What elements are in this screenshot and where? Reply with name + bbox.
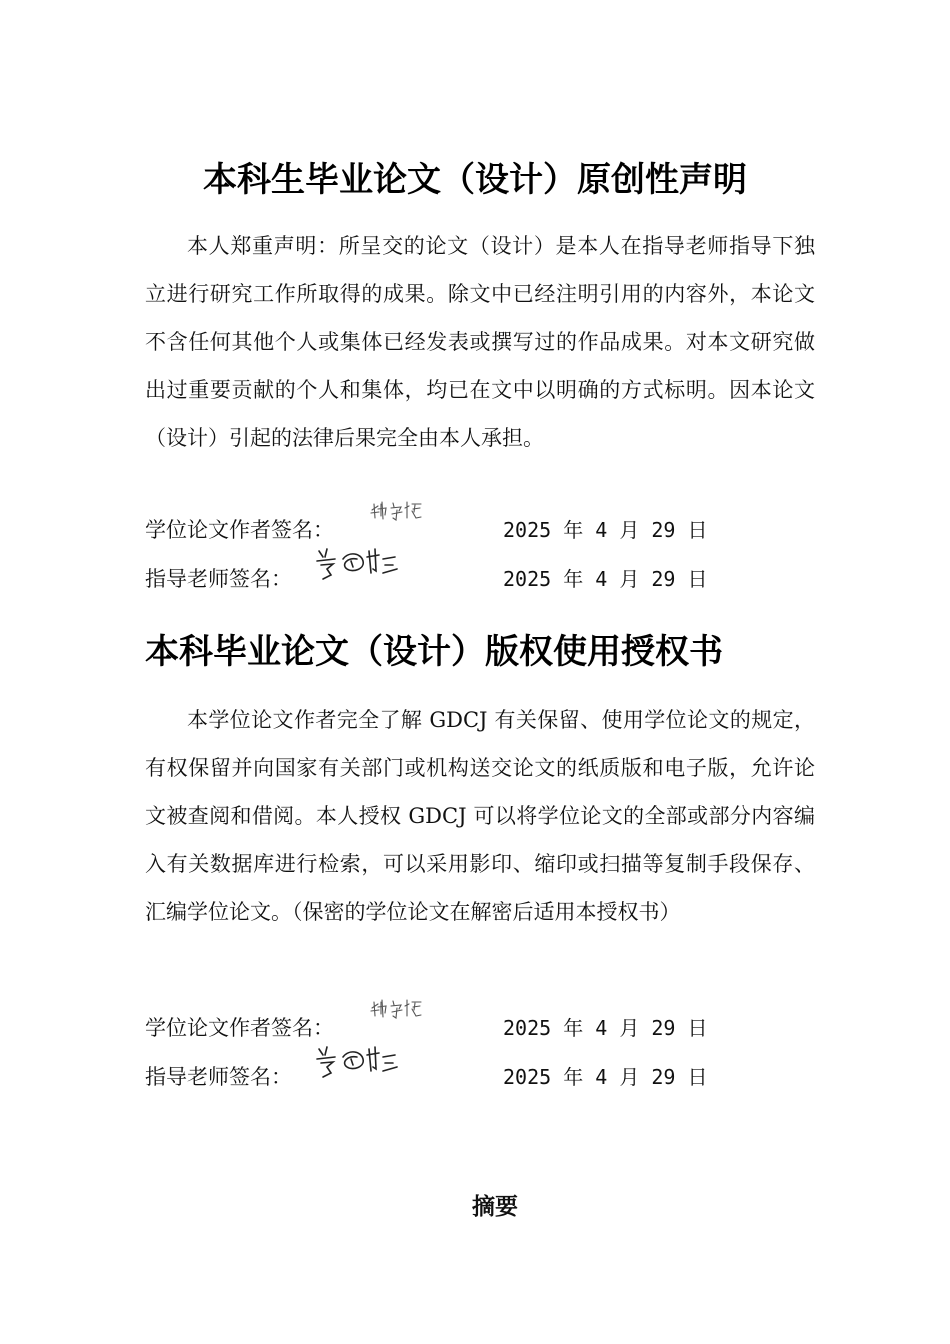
advisor-sign-date: 2025 年 4 月 29 日 [503, 1065, 708, 1089]
advisor-sign-label: 指导老师签名： [145, 567, 292, 591]
author-signature-image [369, 996, 439, 1022]
author-sign-label: 学位论文作者签名： [145, 1016, 334, 1040]
originality-advisor-sign-row [145, 555, 785, 595]
author-signature-image [369, 498, 439, 524]
copyright-body: 本学位论文作者完全了解 GDCJ 有关保留、使用学位论文的规定，有权保留并向国家有关部门或机构送交论文的纸质版和电子版，允许论文被查阅和借阅。本人授权 GDCJ 可以将学位论文的全部或部分内容编入有关数据库进行检索，可以采用影印、缩印或扫描等复制手段保存、汇编学位论文。（保密的学位论文在解密后适用本授权书） [145, 708, 815, 924]
originality-body: 本人郑重声明：所呈交的论文（设计）是本人在指导老师指导下独立进行研究工作所取得的成果。除文中已经注明引用的内容外，本论文不含任何其他个人或集体已经发表或撰写过的作品成果。对本文研究做出过重要贡献的个人和集体，均已在文中以明确的方式标明。因本论文（设计）引起的法律后果完全由本人承担。 [145, 234, 815, 450]
advisor-sign-date: 2025 年 4 月 29 日 [503, 567, 708, 591]
originality-title: 本科生毕业论文（设计）原创性声明 [203, 160, 747, 200]
author-sign-label: 学位论文作者签名： [145, 518, 334, 542]
copyright-title: 本科毕业论文（设计）版权使用授权书 [145, 632, 723, 672]
advisor-signature-image [313, 543, 403, 587]
advisor-signature-image [313, 1041, 403, 1085]
advisor-sign-label: 指导老师签名： [145, 1065, 292, 1089]
author-sign-date: 2025 年 4 月 29 日 [503, 518, 708, 542]
copyright-advisor-sign-row [145, 1053, 785, 1093]
abstract-heading: 摘要 [472, 1194, 518, 1220]
originality-author-sign-row [145, 506, 785, 546]
copyright-author-sign-row [145, 1004, 785, 1044]
author-sign-date: 2025 年 4 月 29 日 [503, 1016, 708, 1040]
